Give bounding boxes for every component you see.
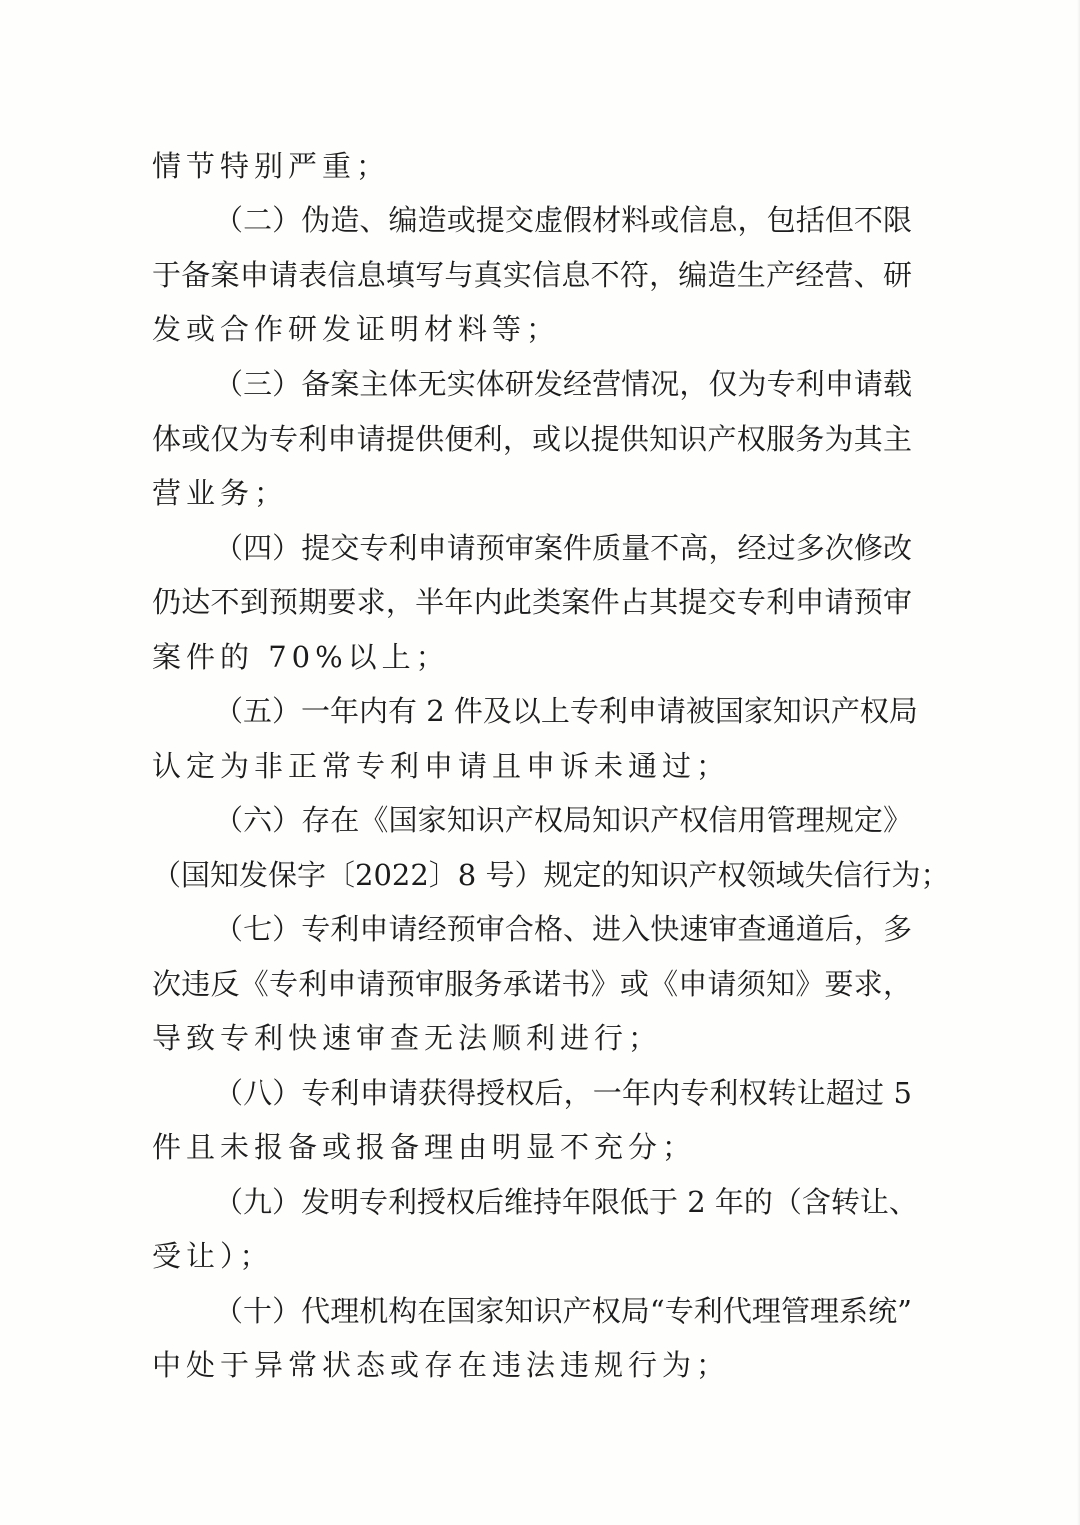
text-line: （九）发明专利授权后维持年限低于 2 年的（含转让、 [214,1185,918,1219]
text-line: 认定为非正常专利申请且申诉未通过； [152,749,731,783]
text-line: 导致专利快速审查无法顺利进行； [152,1021,663,1055]
text-line: 次违反《专利申请预审服务承诺书》或《申请须知》要求， [152,967,912,1001]
text-line: 营业务； [152,476,289,510]
text-line: （国知发保字〔2022〕8 号）规定的知识产权领域失信行为； [152,858,950,892]
text-line: （三）备案主体无实体研发经营情况，仅为专利申请载 [214,367,912,401]
text-line: 发或合作研发证明材料等； [152,312,561,346]
text-line: 案件的 70%以上； [152,640,450,674]
text-line: （十）代理机构在国家知识产权局“专利代理管理系统” [214,1294,912,1328]
text-line: 受让）； [152,1239,274,1273]
text-line: （四）提交专利申请预审案件质量不高，经过多次修改 [214,531,912,565]
text-line: 体或仅为专利申请提供便利，或以提供知识产权服务为其主 [152,422,912,456]
text-line: （八）专利申请获得授权后，一年内专利权转让超过 5 [214,1076,912,1110]
text-line: （七）专利申请经预审合格、进入快速审查通道后，多 [214,912,912,946]
text-line: 中处于异常状态或存在违法违规行为； [152,1348,731,1382]
text-line: 件且未报备或报备理由明显不充分； [152,1130,697,1164]
text-line: 情节特别严重； [152,149,391,183]
text-line: 仍达不到预期要求，半年内此类案件占其提交专利申请预审 [152,585,912,619]
text-line: （六）存在《国家知识产权局知识产权信用管理规定》 [214,803,912,837]
text-line: 于备案申请表信息填写与真实信息不符，编造生产经营、研 [152,258,912,292]
text-line: （五）一年内有 2 件及以上专利申请被国家知识产权局 [214,694,918,728]
text-line: （二）伪造、编造或提交虚假材料或信息，包括但不限 [214,203,912,237]
